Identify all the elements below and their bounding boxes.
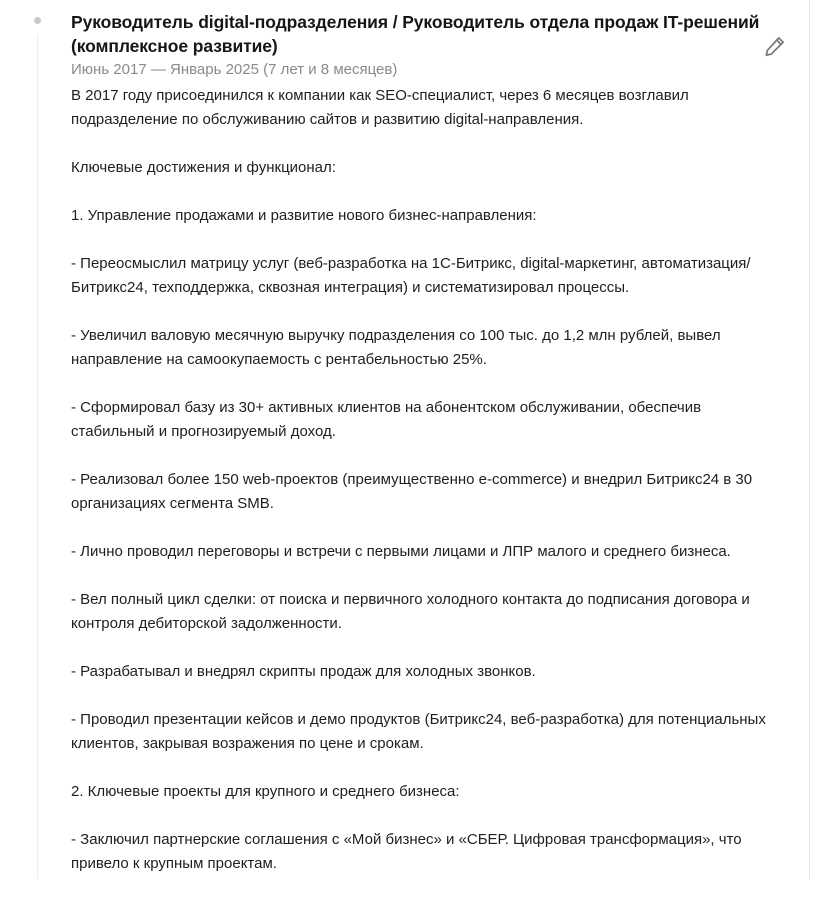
employment-period: Июнь 2017 — Январь 2025 (7 лет и 8 месяцев) (71, 61, 398, 78)
timeline-line (37, 34, 38, 879)
pencil-icon (762, 33, 788, 59)
description-paragraph: - Сформировал базу из 30+ активных клиентов на абонентском обслуживании, обеспечив стабильный и прогнозируемый доход. (71, 399, 702, 440)
job-title: Руководитель digital-подразделения / Руководитель отдела продаж IT-решений (комплексное развитие) (71, 12, 760, 56)
description-paragraph: 2. Ключевые проекты для крупного и среднего бизнеса: (71, 783, 460, 800)
description-paragraph: - Заключил партнерские соглашения с «Мой бизнес» и «СБЕР. Цифровая трансформация», что привело к крупным проектам. (71, 831, 742, 872)
timeline-dot (34, 17, 41, 24)
description-paragraph: В 2017 году присоединился к компании как SEO-специалист, через 6 месяцев возглавил подразделение по обслуживанию сайтов и развитию digital-направления. (71, 87, 689, 128)
description-paragraph: - Переосмыслил матрицу услуг (веб-разработка на 1С-Битрикс, digital-маркетинг, автоматизация/Битрикс24, техподдержка, сквозная интеграция) и систематизировал процессы. (71, 255, 751, 296)
description-paragraph: - Реализовал более 150 web-проектов (преимущественно e-commerce) и внедрил Битрикс24 в 30 организациях сегмента SMB. (71, 471, 753, 512)
job-description (71, 84, 783, 876)
experience-entry (71, 10, 766, 900)
description-paragraph: - Лично проводил переговоры и встречи с первыми лицами и ЛПР малого и среднего бизнеса. (71, 543, 731, 560)
description-paragraph: - Проводил презентации кейсов и демо продуктов (Битрикс24, веб-разработка) для потенциальных клиентов, закрывая возражения по цене и срокам. (71, 711, 766, 752)
description-paragraph: - Увеличил валовую месячную выручку подразделения со 100 тыс. до 1,2 млн рублей, вывел направление на самоокупаемость с рентабельностью 25%. (71, 327, 721, 368)
edit-experience-button[interactable] (760, 31, 790, 61)
description-paragraph: - Разрабатывал и внедрял скрипты продаж для холодных звонков. (71, 663, 536, 680)
description-paragraph: - Вел полный цикл сделки: от поиска и первичного холодного контакта до подписания договора и контроля дебиторской задолженности. (71, 591, 750, 632)
description-paragraph: 1. Управление продажами и развитие нового бизнес-направления: (71, 207, 537, 224)
description-paragraph: Ключевые достижения и функционал: (71, 159, 336, 176)
